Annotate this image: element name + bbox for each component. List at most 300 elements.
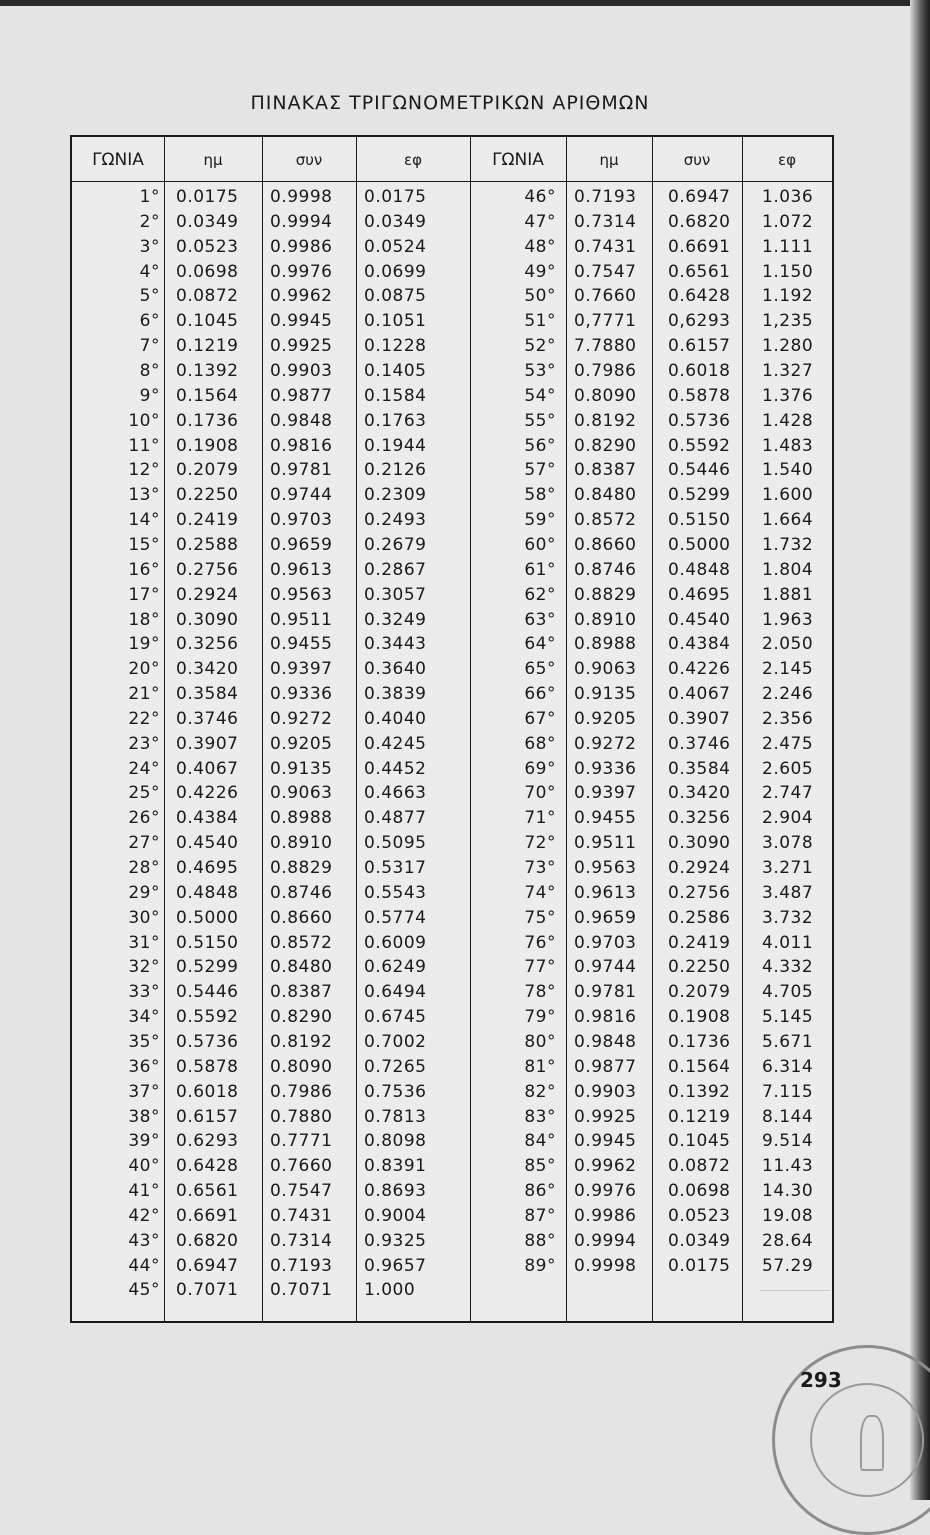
right-angle-cell: 77° xyxy=(524,957,556,978)
left-tan-cell: 0.5774 xyxy=(364,907,427,928)
left-sin-cell: 0.3746 xyxy=(176,708,239,729)
right-angle-cell: 78° xyxy=(524,982,556,1003)
left-tan-cell: 0.1405 xyxy=(364,361,427,381)
left-sin-cell: 0.5736 xyxy=(176,1031,239,1052)
right-tan-cell: 3.078 xyxy=(762,833,814,854)
left-tan-cell: 0.2309 xyxy=(364,485,427,506)
left-tan-cell: 0.1944 xyxy=(364,435,427,456)
right-sin-cell: 0.9563 xyxy=(574,858,637,878)
right-cos-cell: 0.4848 xyxy=(668,559,731,580)
left-sin-cell: 0.6820 xyxy=(176,1230,239,1251)
left-tan-cell: 0.2126 xyxy=(364,460,427,481)
right-angle-cell: 86° xyxy=(524,1181,556,1201)
left-sin-cell: 0.0698 xyxy=(176,261,239,282)
left-sin-cell: 0.3090 xyxy=(176,609,239,630)
left-cos-cell: 0.9511 xyxy=(270,609,333,630)
left-angle-cell: 12° xyxy=(128,460,160,481)
left-cos-cell: 0.7431 xyxy=(270,1205,333,1226)
right-cos-cell: 0.3420 xyxy=(668,783,731,804)
right-sin-cell: 0.9063 xyxy=(574,659,637,680)
left-angle-cell: 15° xyxy=(128,534,160,555)
header-tan-left: εφ xyxy=(403,151,422,169)
left-sin-cell: 0.1045 xyxy=(176,311,239,332)
left-cos-cell: 0.9962 xyxy=(270,286,333,307)
left-tan-cell: 0.3057 xyxy=(364,584,427,605)
right-cos-cell: 0.2756 xyxy=(668,882,731,903)
right-cos-cell: 0.4540 xyxy=(668,609,731,630)
right-angle-cell: 85° xyxy=(524,1156,556,1177)
left-cos-cell: 0.8746 xyxy=(270,882,333,903)
left-cos-cell: 0.7986 xyxy=(270,1081,333,1102)
right-sin-cell: 0.9848 xyxy=(574,1031,637,1052)
right-cos-cell: 0.3090 xyxy=(668,833,731,854)
right-tan-cell: 19.08 xyxy=(762,1205,814,1226)
left-sin-cell: 0.1736 xyxy=(176,410,239,431)
left-sin-cell: 0.1908 xyxy=(176,435,239,456)
left-cos-cell: 0.9336 xyxy=(270,684,333,704)
left-sin-cell: 0.3584 xyxy=(176,684,239,704)
left-sin-cell: 0.6018 xyxy=(176,1081,239,1102)
right-angle-cell: 83° xyxy=(524,1106,556,1127)
left-tan-cell: 0.4877 xyxy=(364,808,427,829)
left-angle-cell: 20° xyxy=(128,659,160,680)
left-angle-cell: 38° xyxy=(128,1106,160,1127)
left-cos-cell: 0.9613 xyxy=(270,559,333,580)
left-angle-cell: 35° xyxy=(128,1031,160,1052)
header-sin-left: ημ xyxy=(203,151,223,169)
right-tan-cell: 1.881 xyxy=(762,584,814,605)
left-sin-cell: 0.2924 xyxy=(176,584,239,605)
right-angle-cell: 56° xyxy=(524,435,556,456)
left-sin-cell: 0.5446 xyxy=(176,982,239,1003)
right-sin-cell: 0.7314 xyxy=(574,211,637,232)
right-tan-cell: 2.475 xyxy=(762,733,814,754)
left-tan-cell: 0.7813 xyxy=(364,1106,427,1127)
left-cos-cell: 0.9272 xyxy=(270,708,333,729)
left-cos-cell: 0.8829 xyxy=(270,858,333,878)
left-cos-cell: 0.9998 xyxy=(270,187,333,207)
right-tan-cell: 2.605 xyxy=(762,758,814,779)
left-tan-cell: 0.1763 xyxy=(364,410,427,431)
left-sin-cell: 0.6428 xyxy=(176,1156,239,1177)
left-tan-cell: 0.0349 xyxy=(364,211,427,232)
right-cos-cell: 0.0349 xyxy=(668,1230,731,1251)
right-cos-cell: 0.5446 xyxy=(668,460,731,481)
left-cos-cell: 0.7547 xyxy=(270,1181,333,1201)
left-cos-cell: 0.9925 xyxy=(270,336,333,357)
right-cos-cell: 0.0175 xyxy=(668,1255,731,1276)
left-tan-cell: 0.0175 xyxy=(364,187,427,207)
left-angle-cell: 5° xyxy=(139,286,160,307)
right-cos-cell: 0.2586 xyxy=(668,907,731,928)
right-tan-cell: 1.963 xyxy=(762,609,814,630)
right-cos-cell: 0.6820 xyxy=(668,211,731,232)
left-cos-cell: 0.8572 xyxy=(270,932,333,953)
right-cos-cell: 0.5592 xyxy=(668,435,731,456)
right-sin-cell: 0.9272 xyxy=(574,733,637,754)
left-angle-cell: 27° xyxy=(128,833,160,854)
left-sin-cell: 0.4067 xyxy=(176,758,239,779)
left-sin-cell: 0.7071 xyxy=(176,1280,239,1301)
left-angle-cell: 18° xyxy=(128,609,160,630)
right-cos-cell: 0.2079 xyxy=(668,982,731,1003)
left-tan-cell: 0.1228 xyxy=(364,336,427,357)
right-sin-cell: 0.9998 xyxy=(574,1255,637,1276)
right-angle-cell: 88° xyxy=(524,1230,556,1251)
left-sin-cell: 0.5878 xyxy=(176,1056,239,1077)
right-angle-cell: 55° xyxy=(524,410,556,431)
left-sin-cell: 0.4226 xyxy=(176,783,239,804)
right-angle-cell: 60° xyxy=(524,534,556,555)
left-angle-cell: 37° xyxy=(128,1081,160,1102)
right-angle-cell: 84° xyxy=(524,1131,556,1152)
left-tan-cell: 0.0524 xyxy=(364,236,427,257)
right-tan-cell: 2.747 xyxy=(762,783,814,804)
right-tan-cell: 5.671 xyxy=(762,1031,814,1052)
left-cos-cell: 0.7193 xyxy=(270,1255,333,1276)
right-angle-cell: 50° xyxy=(524,286,556,307)
right-cos-cell: 0.2250 xyxy=(668,957,731,978)
right-sin-cell: 0.9877 xyxy=(574,1056,637,1077)
left-angle-cell: 9° xyxy=(139,385,160,406)
right-cos-cell: 0.3256 xyxy=(668,808,731,829)
left-cos-cell: 0.9703 xyxy=(270,510,333,531)
left-tan-cell: 0.0699 xyxy=(364,261,427,282)
right-angle-cell: 87° xyxy=(524,1205,556,1226)
right-tan-cell: 28.64 xyxy=(762,1230,814,1251)
right-cos-cell: 0.6947 xyxy=(668,187,731,207)
left-cos-cell: 0.9744 xyxy=(270,485,333,506)
left-angle-cell: 17° xyxy=(128,584,160,605)
right-cos-cell: 0.2924 xyxy=(668,858,731,878)
right-angle-cell: 65° xyxy=(524,659,556,680)
left-sin-cell: 0.5000 xyxy=(176,907,239,928)
right-angle-cell: 89° xyxy=(524,1255,556,1276)
right-sin-cell: 0.8192 xyxy=(574,410,637,431)
left-sin-cell: 0.6561 xyxy=(176,1181,239,1201)
right-tan-cell: 57.29 xyxy=(762,1255,814,1276)
right-angle-cell: 69° xyxy=(524,758,556,779)
left-tan-cell: 0.7002 xyxy=(364,1031,427,1052)
right-cos-cell: 0.5150 xyxy=(668,510,731,531)
left-tan-cell: 0.3640 xyxy=(364,659,427,680)
right-tan-cell: 1.376 xyxy=(762,385,814,406)
right-sin-cell: 0.9781 xyxy=(574,982,637,1003)
left-sin-cell: 0.6691 xyxy=(176,1205,239,1226)
right-sin-cell: 0.7193 xyxy=(574,187,637,207)
left-tan-cell: 0.4245 xyxy=(364,733,427,754)
left-angle-cell: 25° xyxy=(128,783,160,804)
right-cos-cell: 0.4695 xyxy=(668,584,731,605)
right-sin-cell: 7.7880 xyxy=(574,336,637,357)
left-sin-cell: 0.1564 xyxy=(176,385,239,406)
left-tan-cell: 0.6249 xyxy=(364,957,427,978)
library-stamp xyxy=(772,1345,930,1535)
right-angle-cell: 76° xyxy=(524,932,556,953)
right-cos-cell: 0.1392 xyxy=(668,1081,731,1102)
right-sin-cell: 0.8988 xyxy=(574,634,637,655)
left-cos-cell: 0.9976 xyxy=(270,261,333,282)
right-sin-cell: 0.9511 xyxy=(574,833,637,854)
left-angle-cell: 44° xyxy=(128,1255,160,1276)
right-tan-cell: 3.271 xyxy=(762,858,814,878)
left-sin-cell: 0.0872 xyxy=(176,286,239,307)
left-cos-cell: 0.9205 xyxy=(270,733,333,754)
right-tan-cell: 2.356 xyxy=(762,708,814,729)
right-angle-cell: 81° xyxy=(524,1056,556,1077)
left-sin-cell: 0.1392 xyxy=(176,361,239,381)
right-tan-cell: 1.664 xyxy=(762,510,814,531)
left-cos-cell: 0.9816 xyxy=(270,435,333,456)
right-angle-cell: 80° xyxy=(524,1031,556,1052)
right-cos-cell: 0.5878 xyxy=(668,385,731,406)
left-angle-cell: 43° xyxy=(128,1230,160,1251)
right-cos-cell: 0.3907 xyxy=(668,708,731,729)
left-sin-cell: 0.2250 xyxy=(176,485,239,506)
right-sin-cell: 0.8660 xyxy=(574,534,637,555)
left-angle-cell: 40° xyxy=(128,1156,160,1177)
right-tan-cell: 7.115 xyxy=(762,1081,814,1102)
right-sin-cell: 0.9397 xyxy=(574,783,637,804)
left-sin-cell: 0.2419 xyxy=(176,510,239,531)
right-angle-cell: 74° xyxy=(524,882,556,903)
left-angle-cell: 42° xyxy=(128,1205,160,1226)
right-tan-cell: 1.732 xyxy=(762,534,814,555)
left-tan-cell: 0.9657 xyxy=(364,1255,427,1276)
right-angle-cell: 79° xyxy=(524,1007,556,1028)
left-tan-cell: 0.7265 xyxy=(364,1056,427,1077)
left-angle-cell: 6° xyxy=(139,311,160,332)
right-cos-cell: 0.1219 xyxy=(668,1106,731,1127)
right-angle-cell: 72° xyxy=(524,833,556,854)
right-sin-cell: 0.9816 xyxy=(574,1007,637,1028)
left-tan-cell: 0.4040 xyxy=(364,708,427,729)
left-sin-cell: 0.1219 xyxy=(176,336,239,357)
left-angle-cell: 16° xyxy=(128,559,160,580)
left-sin-cell: 0.5592 xyxy=(176,1007,239,1028)
right-sin-cell: 0.9976 xyxy=(574,1181,637,1201)
left-cos-cell: 0.9063 xyxy=(270,783,333,804)
page-title: ΠΙΝΑΚΑΣ ΤΡΙΓΩΝΟΜΕΤΡΙΚΩΝ ΑΡΙΘΜΩΝ xyxy=(250,92,650,114)
right-cos-cell: 0.6561 xyxy=(668,261,731,282)
right-cos-cell: 0.3584 xyxy=(668,758,731,779)
left-angle-cell: 21° xyxy=(128,684,160,704)
left-cos-cell: 0.8192 xyxy=(270,1031,333,1052)
right-tan-cell: 2.145 xyxy=(762,659,814,680)
right-cos-cell: 0.3746 xyxy=(668,733,731,754)
left-tan-cell: 0.1584 xyxy=(364,385,427,406)
right-cos-cell: 0.0523 xyxy=(668,1205,731,1226)
right-tan-cell: 5.145 xyxy=(762,1007,814,1028)
right-sin-cell: 0.9703 xyxy=(574,932,637,953)
right-tan-cell: 1.804 xyxy=(762,559,814,580)
left-cos-cell: 0.9945 xyxy=(270,311,333,332)
left-cos-cell: 0.8480 xyxy=(270,957,333,978)
right-tan-cell: 1.540 xyxy=(762,460,814,481)
right-tan-cell: 2.050 xyxy=(762,634,814,655)
right-cos-cell: 0.2419 xyxy=(668,932,731,953)
left-angle-cell: 32° xyxy=(128,957,160,978)
left-tan-cell: 0.5317 xyxy=(364,858,427,878)
right-cos-cell: 0.6428 xyxy=(668,286,731,307)
right-cos-cell: 0.5299 xyxy=(668,485,731,506)
left-sin-cell: 0.0175 xyxy=(176,187,239,207)
left-tan-cell: 0.2493 xyxy=(364,510,427,531)
left-tan-cell: 0.2679 xyxy=(364,534,427,555)
right-tan-cell: 1,235 xyxy=(762,311,814,332)
left-sin-cell: 0.3420 xyxy=(176,659,239,680)
right-tan-cell: 1.280 xyxy=(762,336,814,357)
left-sin-cell: 0.2756 xyxy=(176,559,239,580)
left-sin-cell: 0.2079 xyxy=(176,460,239,481)
left-angle-cell: 4° xyxy=(139,261,160,282)
left-angle-cell: 26° xyxy=(128,808,160,829)
left-tan-cell: 0.5095 xyxy=(364,833,427,854)
right-sin-cell: 0.8910 xyxy=(574,609,637,630)
right-cos-cell: 0.1736 xyxy=(668,1031,731,1052)
left-angle-cell: 10° xyxy=(128,410,160,431)
left-cos-cell: 0.9659 xyxy=(270,534,333,555)
left-sin-cell: 0.4695 xyxy=(176,858,239,878)
right-tan-cell: 9.514 xyxy=(762,1131,814,1152)
right-sin-cell: 0,7771 xyxy=(574,311,637,332)
right-tan-cell: 11.43 xyxy=(762,1156,814,1177)
left-tan-cell: 0.7536 xyxy=(364,1081,427,1102)
left-cos-cell: 0.7314 xyxy=(270,1230,333,1251)
right-sin-cell: 0.9986 xyxy=(574,1205,637,1226)
left-tan-cell: 0.9004 xyxy=(364,1205,427,1226)
right-sin-cell: 0.7431 xyxy=(574,236,637,257)
left-angle-cell: 30° xyxy=(128,907,160,928)
right-angle-cell: 47° xyxy=(524,211,556,232)
left-angle-cell: 19° xyxy=(128,634,160,655)
right-tan-cell: 4.705 xyxy=(762,982,814,1003)
left-cos-cell: 0.8910 xyxy=(270,833,333,854)
right-sin-cell: 0.9135 xyxy=(574,684,637,704)
left-angle-cell: 36° xyxy=(128,1056,160,1077)
left-cos-cell: 0.8290 xyxy=(270,1007,333,1028)
right-sin-cell: 0.9994 xyxy=(574,1230,637,1251)
right-angle-cell: 66° xyxy=(524,684,556,704)
left-tan-cell: 0.0875 xyxy=(364,286,427,307)
left-cos-cell: 0.8090 xyxy=(270,1056,333,1077)
right-tan-cell: 1.111 xyxy=(762,236,814,257)
right-tan-cell: 6.314 xyxy=(762,1056,814,1077)
left-angle-cell: 22° xyxy=(128,708,160,729)
right-sin-cell: 0.8480 xyxy=(574,485,637,506)
right-angle-cell: 67° xyxy=(524,708,556,729)
right-cos-cell: 0.0698 xyxy=(668,1181,731,1201)
right-angle-cell: 57° xyxy=(524,460,556,481)
left-angle-cell: 2° xyxy=(139,211,160,232)
header-divider xyxy=(72,181,832,182)
right-tan-cell: 14.30 xyxy=(762,1181,814,1201)
right-tan-cell: 3.732 xyxy=(762,907,814,928)
page-top-edge xyxy=(0,0,930,6)
left-cos-cell: 0.8387 xyxy=(270,982,333,1003)
left-sin-cell: 0.5299 xyxy=(176,957,239,978)
left-sin-cell: 0.4384 xyxy=(176,808,239,829)
right-cos-cell: 0,6293 xyxy=(668,311,731,332)
right-angle-cell: 49° xyxy=(524,261,556,282)
right-sin-cell: 0.8746 xyxy=(574,559,637,580)
right-tan-cell: 1.600 xyxy=(762,485,814,506)
right-tan-cell: 1.192 xyxy=(762,286,814,307)
right-sin-cell: 0.9962 xyxy=(574,1156,637,1177)
right-sin-cell: 0.9925 xyxy=(574,1106,637,1127)
right-angle-cell: 59° xyxy=(524,510,556,531)
left-sin-cell: 0.0523 xyxy=(176,236,239,257)
left-cos-cell: 0.7660 xyxy=(270,1156,333,1177)
left-cos-cell: 0.8988 xyxy=(270,808,333,829)
left-angle-cell: 8° xyxy=(139,361,160,381)
left-tan-cell: 0.3839 xyxy=(364,684,427,704)
right-cos-cell: 0.6018 xyxy=(668,361,731,381)
right-sin-cell: 0.8829 xyxy=(574,584,637,605)
left-angle-cell: 31° xyxy=(128,932,160,953)
right-cos-cell: 0.1908 xyxy=(668,1007,731,1028)
left-angle-cell: 23° xyxy=(128,733,160,754)
left-cos-cell: 0.9781 xyxy=(270,460,333,481)
left-cos-cell: 0.9903 xyxy=(270,361,333,381)
right-sin-cell: 0.7660 xyxy=(574,286,637,307)
left-angle-cell: 1° xyxy=(139,187,160,207)
left-tan-cell: 0.6009 xyxy=(364,932,427,953)
left-tan-cell: 0.6745 xyxy=(364,1007,427,1028)
left-cos-cell: 0.8660 xyxy=(270,907,333,928)
right-sin-cell: 0.9613 xyxy=(574,882,637,903)
left-tan-cell: 0.4452 xyxy=(364,758,427,779)
right-angle-cell: 61° xyxy=(524,559,556,580)
right-cos-cell: 0.5000 xyxy=(668,534,731,555)
column-divider xyxy=(566,137,567,1321)
right-cos-cell: 0.1045 xyxy=(668,1131,731,1152)
right-tan-cell: 1.036 xyxy=(762,187,814,207)
left-angle-cell: 13° xyxy=(128,485,160,506)
right-sin-cell: 0.9744 xyxy=(574,957,637,978)
right-tan-cell: 3.487 xyxy=(762,882,814,903)
left-tan-cell: 0.5543 xyxy=(364,882,427,903)
right-angle-cell: 70° xyxy=(524,783,556,804)
left-angle-cell: 33° xyxy=(128,982,160,1003)
right-cos-cell: 0.1564 xyxy=(668,1056,731,1077)
right-sin-cell: 0.9205 xyxy=(574,708,637,729)
header-angle-left: ΓΩΝΙΑ xyxy=(92,150,144,170)
left-cos-cell: 0.9848 xyxy=(270,410,333,431)
bleed-through-line xyxy=(760,1290,830,1291)
left-sin-cell: 0.3907 xyxy=(176,733,239,754)
right-tan-cell: 8.144 xyxy=(762,1106,814,1127)
left-tan-cell: 0.2867 xyxy=(364,559,427,580)
page-binding-shadow xyxy=(910,0,930,1500)
left-angle-cell: 3° xyxy=(139,236,160,257)
right-cos-cell: 0.6157 xyxy=(668,336,731,357)
header-sin-right: ημ xyxy=(599,151,619,169)
left-sin-cell: 0.4848 xyxy=(176,882,239,903)
column-divider xyxy=(164,137,165,1321)
left-sin-cell: 0.6947 xyxy=(176,1255,239,1276)
left-angle-cell: 28° xyxy=(128,858,160,878)
left-angle-cell: 45° xyxy=(128,1280,160,1301)
right-cos-cell: 0.0872 xyxy=(668,1156,731,1177)
right-angle-cell: 51° xyxy=(524,311,556,332)
left-cos-cell: 0.9397 xyxy=(270,659,333,680)
left-sin-cell: 0.3256 xyxy=(176,634,239,655)
left-cos-cell: 0.7880 xyxy=(270,1106,333,1127)
right-sin-cell: 0.9945 xyxy=(574,1131,637,1152)
right-sin-cell: 0.8090 xyxy=(574,385,637,406)
left-sin-cell: 0.4540 xyxy=(176,833,239,854)
